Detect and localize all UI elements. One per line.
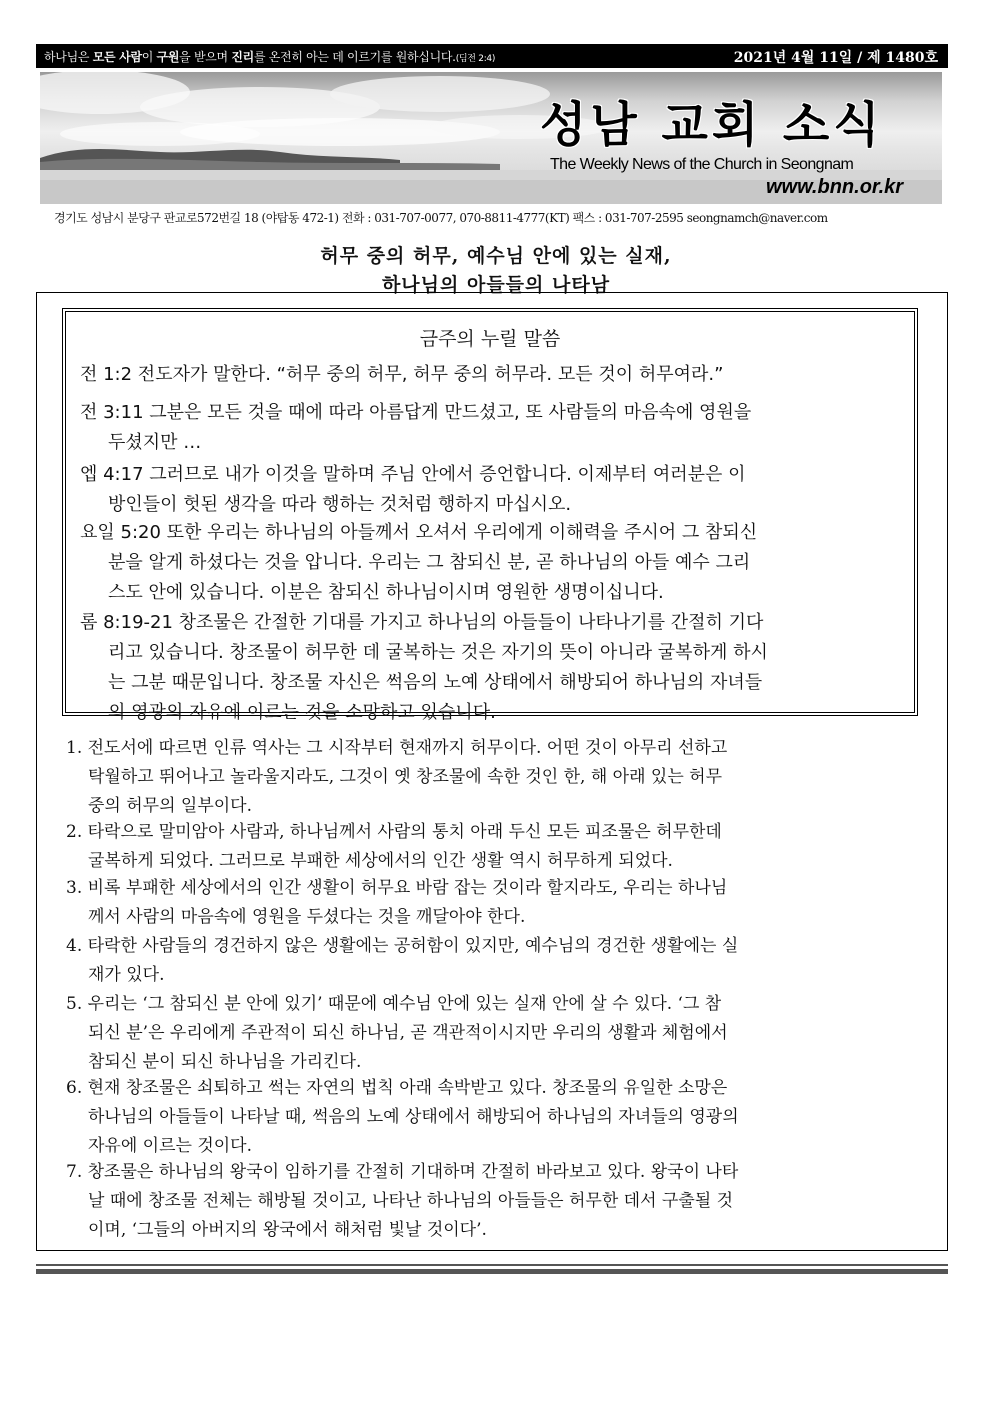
verse-line: 분을 알게 하셨다는 것을 압니다. 우리는 그 참되신 분, 곧 하나님의 아들 예수 그리 <box>108 552 751 573</box>
masthead-banner <box>40 72 942 204</box>
point-line: 자유에 이르는 것이다. <box>88 1136 253 1156</box>
point-line: 날 때에 창조물 전체는 해방될 것이고, 나타난 하나님의 아들들은 허무한 데서 구출될 것 <box>88 1191 734 1211</box>
point-line: 참되신 분이 되신 하나님을 가리킨다. <box>88 1052 362 1072</box>
newsletter-subtitle: The Weekly News of the Church in Seongnam <box>550 156 854 173</box>
verse-entry <box>80 518 904 608</box>
verse-line: 전 3:11 그분은 모든 것을 때에 따라 아름답게 만드셨고, 또 사람들의 마음속에 영원을 <box>80 402 752 423</box>
verse-line: 전 1:2 전도자가 말한다. “허무 중의 허무, 허무 중의 허무라. 모든 것이 허무여라.” <box>80 364 724 385</box>
point-item <box>66 932 926 990</box>
motto-part: 진리 <box>231 50 254 64</box>
header-bar <box>36 44 948 68</box>
point-line: 6. 현재 창조물은 쇠퇴하고 썩는 자연의 법칙 아래 속박받고 있다. 창조물의 유일한 소망은 <box>66 1078 728 1098</box>
verse-line: 는 그분 때문입니다. 창조물 자신은 썩음의 노예 상태에서 해방되어 하나님의 자녀들 <box>108 672 763 693</box>
point-line: 께서 사람의 마음속에 영원을 두셨다는 것을 깨달아야 한다. <box>88 907 526 927</box>
contact-address: 경기도 성남시 분당구 판교로572번길 18 (야탑동 472-1) 전화 : 031-707-0077, 070-8811-4777(KT) 팩스 : 031-707-2595 seongnamch@naver.com <box>54 211 828 225</box>
point-line: 굴복하게 되었다. 그러므로 부패한 세상에서의 인간 생활 역시 허무하게 되었다. <box>88 851 673 871</box>
motto-part: 하나님은 <box>44 50 93 64</box>
headline-line1: 허무 중의 허무, 예수님 안에 있는 실재, <box>320 245 672 267</box>
motto-reference: (딤전 2:4) <box>455 54 496 64</box>
scripture-box <box>62 308 918 723</box>
verse-line: 두셨지만 … <box>108 432 202 453</box>
footer-divider <box>36 1264 948 1274</box>
verse-line: 엡 4:17 그러므로 내가 이것을 말하며 주님 안에서 증언합니다. 이제부터 여러분은 이 <box>80 464 746 485</box>
point-line: 탁월하고 뛰어나고 놀라울지라도, 그것이 옛 창조물에 속한 것인 한, 해 아래 있는 허무 <box>88 767 723 787</box>
point-line: 하나님의 아들들이 나타날 때, 썩음의 노예 상태에서 해방되어 하나님의 자녀들의 영광의 <box>88 1107 739 1127</box>
issue-date: 2021년 4월 11일 / 제 1480호 <box>733 50 938 66</box>
verse-line: 롬 8:19-21 창조물은 간절한 기대를 가지고 하나님의 아들들이 나타나기를 간절히 기다 <box>80 612 764 633</box>
verse-entry <box>80 360 904 390</box>
verse-line: 의 영광의 자유에 이르는 것을 소망하고 있습니다. <box>108 702 496 723</box>
website-link[interactable]: www.bnn.or.kr <box>766 176 904 198</box>
point-item <box>66 990 926 1077</box>
verse-entry <box>80 398 904 458</box>
point-line: 3. 비록 부패한 세상에서의 인간 생활이 허무요 바람 잡는 것이라 할지라도, 우리는 하나님 <box>66 878 728 898</box>
verse-line: 방인들이 헛된 생각을 따라 행하는 것처럼 행하지 마십시오. <box>108 494 572 515</box>
newsletter-title: 성남 교회 소식 <box>540 97 884 153</box>
motto-part: 을 받으며 <box>179 50 232 64</box>
scripture-title: 금주의 누릴 말씀 <box>419 328 561 350</box>
verse-line: 요일 5:20 또한 우리는 하나님의 아들께서 오셔서 우리에게 이해력을 주시어 그 참되신 <box>80 522 758 543</box>
verse-entry <box>80 608 904 728</box>
point-item <box>66 734 926 821</box>
point-line: 이며, ‘그들의 아버지의 왕국에서 해처럼 빛날 것이다’. <box>88 1220 487 1240</box>
motto-part: 모든 사람 <box>92 50 142 64</box>
point-line: 되신 분’은 우리에게 주관적이 되신 하나님, 곧 객관적이시지만 우리의 생활과 체험에서 <box>88 1023 728 1043</box>
point-line: 1. 전도서에 따르면 인류 역사는 그 시작부터 현재까지 허무이다. 어떤 것이 아무리 선하고 <box>66 738 728 758</box>
verse-entry <box>80 460 904 520</box>
motto-part: 구원 <box>156 50 180 64</box>
headline-line2: 하나님의 아들들의 나타남 <box>381 274 611 296</box>
point-line: 4. 타락한 사람들의 경건하지 않은 생활에는 공허함이 있지만, 예수님의 경건한 생활에는 실 <box>66 936 739 956</box>
motto-part: 를 온전히 아는 데 이르기를 원하십니다. <box>253 50 456 64</box>
point-item <box>66 874 926 932</box>
motto-part: 이 <box>141 50 157 64</box>
point-line: 재가 있다. <box>88 965 165 985</box>
point-line: 2. 타락으로 말미암아 사람과, 하나님께서 사람의 통치 아래 두신 모든 피조물은 허무한데 <box>66 822 722 842</box>
point-item <box>66 1074 926 1161</box>
point-item <box>66 1158 926 1245</box>
point-item <box>66 818 926 876</box>
point-line: 7. 창조물은 하나님의 왕국이 임하기를 간절히 기대하며 간절히 바라보고 있다. 왕국이 나타 <box>66 1162 739 1182</box>
verse-line: 스도 안에 있습니다. 이분은 참되신 하나님이시며 영원한 생명이십니다. <box>108 582 664 603</box>
header-motto <box>44 48 495 65</box>
point-line: 중의 허무의 일부이다. <box>88 796 253 816</box>
point-line: 5. 우리는 ‘그 참되신 분 안에 있기’ 때문에 예수님 안에 있는 실재 안에 살 수 있다. ‘그 참 <box>66 994 722 1014</box>
verse-line: 리고 있습니다. 창조물이 허무한 데 굴복하는 것은 자기의 뜻이 아니라 굴복하게 하시 <box>108 642 768 663</box>
